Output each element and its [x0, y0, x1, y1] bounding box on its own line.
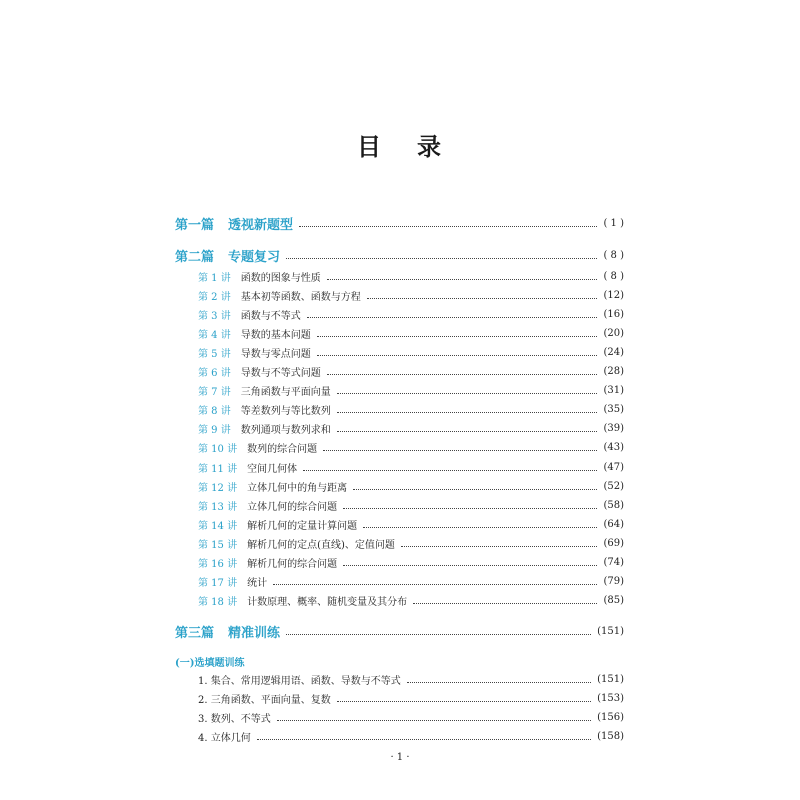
toc-lecture-15[interactable]: [0, 533, 800, 553]
dot-leader: [343, 565, 597, 566]
section-name: (一)选填题训练: [175, 657, 245, 669]
subitem-title: 2. 三角函数、平面向量、复数: [198, 694, 331, 706]
page-number: (151): [597, 625, 624, 637]
toc-part-2[interactable]: [0, 245, 800, 265]
toc-lecture-6[interactable]: [0, 362, 800, 382]
toc-lecture-2[interactable]: [0, 285, 800, 305]
dot-leader: [317, 336, 598, 337]
part-label: 第一篇: [175, 217, 215, 233]
lecture-title: 立体几何中的角与距离: [247, 482, 348, 494]
toc-lecture-10[interactable]: [0, 438, 800, 458]
dot-leader: [323, 450, 597, 451]
dot-leader: [286, 258, 597, 259]
lecture-number: 第 1 讲: [198, 272, 231, 284]
toc-lecture-14[interactable]: [0, 514, 800, 534]
page-number: (156): [597, 712, 624, 724]
dot-leader: [317, 355, 598, 356]
lecture-number: 第 3 讲: [198, 310, 231, 322]
lecture-number: 第 16 讲: [198, 559, 238, 570]
page-number: ( 8 ): [603, 270, 624, 282]
page-number: (158): [597, 731, 624, 743]
lecture-number: 第 18 讲: [198, 597, 238, 609]
lecture-title: 函数与不等式: [240, 310, 301, 322]
lecture-title: 函数的图象与性质: [240, 272, 321, 284]
subitem-title: 4. 立体几何: [198, 733, 251, 745]
lecture-title: 基本初等函数、函数与方程: [240, 291, 361, 303]
dot-leader: [327, 279, 598, 280]
toc-part-3[interactable]: [0, 621, 800, 641]
lecture-number: 第 5 讲: [198, 348, 231, 360]
toc-lecture-17[interactable]: [0, 572, 800, 592]
dot-leader: [353, 489, 597, 490]
toc-lecture-3[interactable]: [0, 304, 800, 324]
dot-leader: [363, 527, 597, 528]
dot-leader: [413, 603, 597, 604]
part-label: 第二篇: [175, 249, 215, 265]
page-number: (24): [603, 346, 624, 358]
lecture-title: 解析几何的定点(直线)、定值问题: [247, 539, 395, 551]
lecture-title: 解析几何的综合问题: [247, 559, 338, 570]
page-number: (31): [603, 385, 624, 397]
toc-subitem-3[interactable]: [0, 708, 800, 728]
toc-lecture-13[interactable]: [0, 495, 800, 515]
dot-leader: [407, 682, 591, 683]
toc-lecture-7[interactable]: [0, 381, 800, 401]
lecture-number: 第 7 讲: [198, 387, 231, 399]
subitem-title: 1. 集合、常用逻辑用语、函数、导数与不等式: [198, 675, 401, 687]
lecture-number: 第 17 讲: [198, 578, 238, 590]
lecture-title: 导数与零点问题: [240, 348, 311, 360]
dot-leader: [273, 584, 597, 585]
page-number: (153): [597, 692, 624, 704]
title-char-2: 录: [417, 132, 443, 161]
dot-leader: [367, 298, 598, 299]
dot-leader: [337, 412, 598, 413]
dot-leader: [337, 701, 591, 702]
lecture-number: 第 2 讲: [198, 291, 231, 303]
page-number: (64): [603, 518, 624, 530]
page-number: ( 8 ): [603, 249, 624, 261]
lecture-number: 第 10 讲: [198, 444, 238, 456]
toc-lecture-11[interactable]: [0, 457, 800, 477]
footer-page-number: · 1 ·: [390, 752, 410, 763]
page-number: (43): [603, 442, 624, 454]
toc-lecture-18[interactable]: [0, 591, 800, 611]
toc-lecture-5[interactable]: [0, 342, 800, 362]
toc-section-heading: [0, 651, 800, 671]
lecture-number: 第 9 讲: [198, 425, 231, 437]
page-number: (39): [603, 423, 624, 435]
page-number: (28): [603, 366, 624, 377]
lecture-title: 等差数列与等比数列: [240, 406, 331, 418]
toc-subitem-4[interactable]: [0, 727, 800, 747]
lecture-number: 第 15 讲: [198, 539, 238, 551]
page-number: (52): [603, 480, 624, 492]
dot-leader: [303, 470, 597, 471]
lecture-title: 数列的综合问题: [247, 444, 318, 456]
lecture-title: 空间几何体: [247, 463, 298, 475]
page-number: (79): [603, 576, 624, 588]
toc-part-1[interactable]: [0, 213, 800, 233]
dot-leader: [401, 546, 598, 547]
lecture-title: 数列通项与数列求和: [240, 425, 331, 437]
page-number: (151): [597, 673, 624, 685]
toc-lecture-9[interactable]: [0, 419, 800, 439]
dot-leader: [337, 393, 598, 394]
dot-leader: [307, 317, 598, 318]
toc-lecture-16[interactable]: [0, 553, 800, 573]
lecture-title: 三角函数与平面向量: [240, 387, 331, 399]
dot-leader: [257, 739, 591, 740]
dot-leader: [277, 720, 591, 721]
part-label: 第三篇: [175, 625, 215, 641]
page-number: (69): [603, 537, 624, 549]
page-number: (12): [603, 289, 624, 301]
page-title: [0, 133, 800, 161]
lecture-number: 第 8 讲: [198, 406, 231, 418]
lecture-number: 第 13 讲: [198, 501, 238, 513]
lecture-title: 计数原理、概率、随机变量及其分布: [247, 597, 408, 609]
toc-lecture-12[interactable]: [0, 476, 800, 496]
toc-subitem-2[interactable]: [0, 688, 800, 708]
page-number: (47): [603, 461, 624, 473]
lecture-number: 第 12 讲: [198, 482, 238, 494]
title-char-1: 目: [357, 132, 383, 161]
part-name: 透视新题型: [228, 217, 294, 233]
lecture-number: 第 4 讲: [198, 329, 231, 341]
toc-lecture-4[interactable]: [0, 323, 800, 343]
dot-leader: [286, 634, 591, 635]
page-number: (20): [603, 327, 624, 339]
page-number: (35): [603, 404, 624, 416]
lecture-title: 导数与不等式问题: [240, 368, 321, 379]
lecture-number: 第 6 讲: [198, 368, 231, 379]
lecture-title: 解析几何的定量计算问题: [247, 520, 358, 532]
toc-lecture-1[interactable]: [0, 266, 800, 286]
page-number: (58): [603, 499, 624, 511]
lecture-number: 第 14 讲: [198, 520, 238, 532]
page-number: ( 1 ): [603, 217, 624, 229]
toc-lecture-8[interactable]: [0, 400, 800, 420]
toc-subitem-1[interactable]: [0, 669, 800, 689]
dot-leader: [343, 508, 597, 509]
lecture-title: 导数的基本问题: [240, 329, 311, 341]
dot-leader: [299, 226, 597, 227]
lecture-title: 统计: [247, 578, 268, 590]
page-number: (74): [603, 557, 624, 568]
page-number: (85): [603, 595, 624, 607]
part-name: 专题复习: [228, 249, 281, 265]
page-number: (16): [603, 308, 624, 320]
lecture-number: 第 11 讲: [198, 463, 238, 475]
part-name: 精准训练: [228, 625, 281, 641]
lecture-title: 立体几何的综合问题: [247, 501, 338, 513]
dot-leader: [327, 374, 598, 375]
subitem-title: 3. 数列、不等式: [198, 714, 271, 726]
dot-leader: [337, 431, 598, 432]
